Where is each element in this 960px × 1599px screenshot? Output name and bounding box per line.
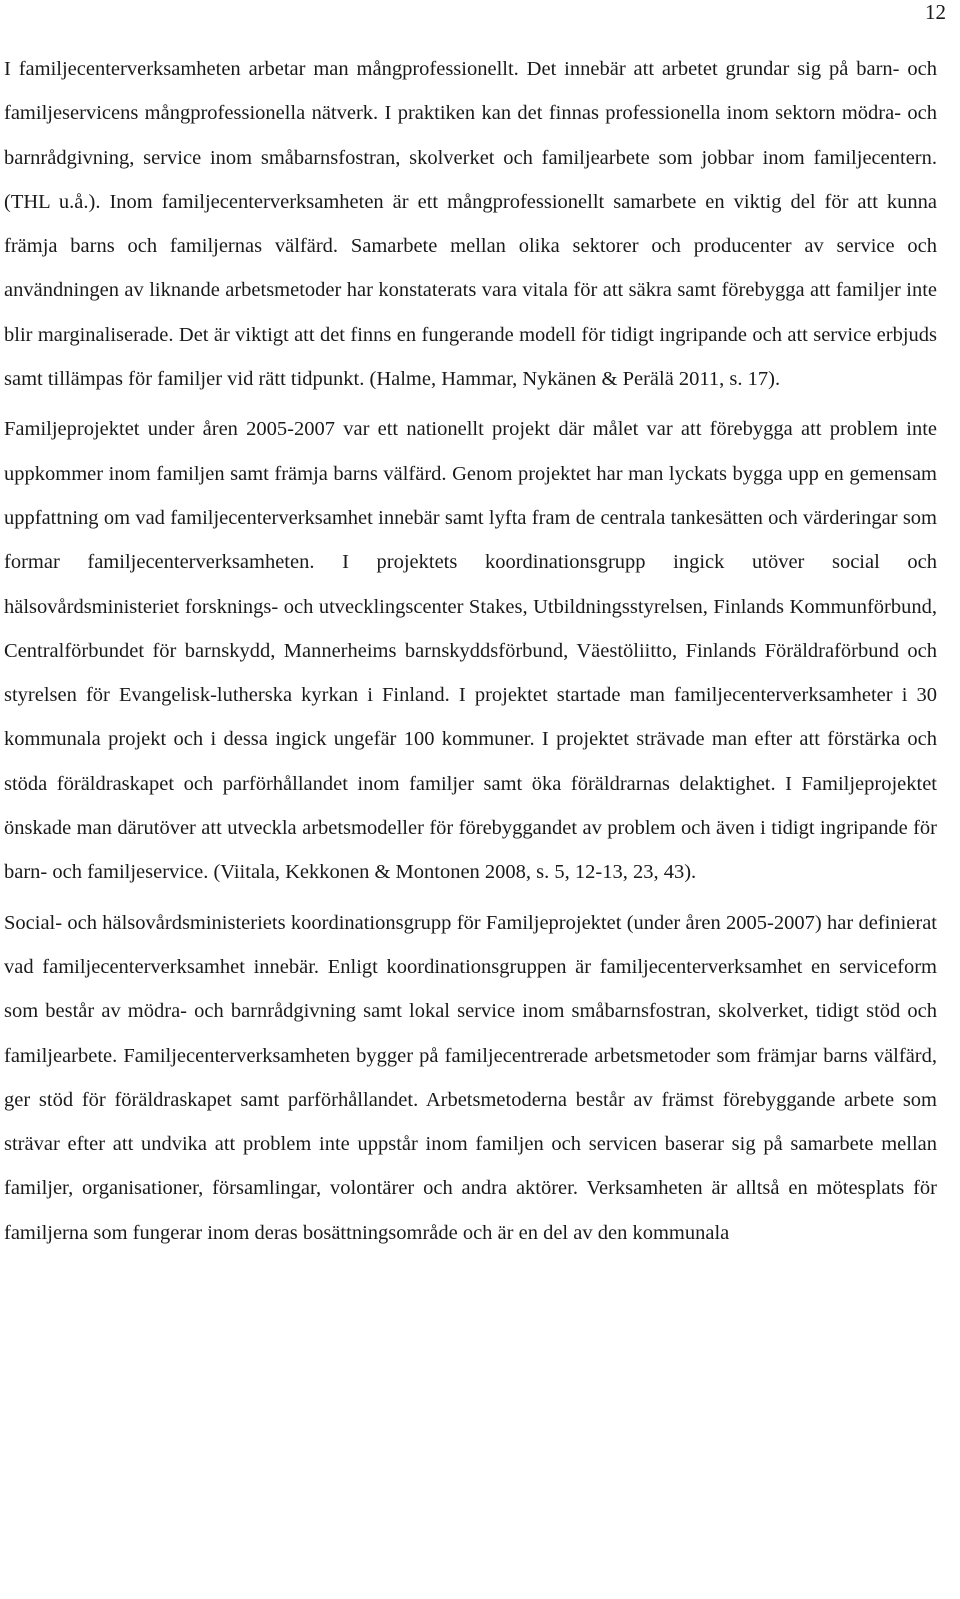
- paragraph-koordinationsgrupp: Social- och hälsovårdsministeriets koordinationsgrupp för Familjeprojektet (under åren 2005-2007) har definierat vad familjecenterverksamhet innebär. Enligt koordinationsgruppen är familjecenterverksamhet en serviceform som består av mödra- och barnrådgivning samt lokal service inom småbarnsfostran, skolverket, tidigt stöd och familjearbete. Familjecenterverksamheten bygger på familjecentrerade arbetsmetoder som främjar barns välfärd, ger stöd för föräldraskapet samt parförhållandet. Arbetsmetoderna består av främst förebyggande arbete som strävar efter att undvika att problem inte uppstår inom familjen och servicen baserar sig på samarbete mellan familjer, organisationer, församlingar, volontärer och andra aktörer. Verksamheten är alltså en mötesplats för familjerna som fungerar inom deras bosättningsområde och är en del av den kommunala: [4, 911, 937, 1244]
- document-body: [4, 47, 937, 1255]
- paragraph-familjecenter-mangprofessionellt: I familjecenterverksamheten arbetar man mångprofessionellt. Det innebär att arbetet grundar sig på barn- och familjeservicens mångprofessionella nätverk. I praktiken kan det finnas professionella inom sektorn mödra- och barnrådgivning, service inom småbarnsfostran, skolverket och familjearbete som jobbar inom familjecentern. (THL u.å.). Inom familjecenterverksamheten är ett mångprofessionellt samarbete en viktig del för att kunna främja barns och familjernas välfärd. Samarbete mellan olika sektorer och producenter av service och användningen av liknande arbetsmetoder har konstaterats vara vitala för att säkra samt förebygga att familjer inte blir marginaliserade. Det är viktigt att det finns en fungerande modell för tidigt ingripande och att service erbjuds samt tillämpas för familjer vid rätt tidpunkt. (Halme, Hammar, Nykänen & Perälä 2011, s. 17).: [4, 58, 937, 391]
- paragraph-familjeprojektet: Familjeprojektet under åren 2005-2007 var ett nationellt projekt där målet var att förebygga att problem inte uppkommer inom familjen samt främja barns välfärd. Genom projektet har man lyckats bygga upp en gemensam uppfattning om vad familjecenterverksamhet innebär samt lyfta fram de centrala tankesätten och värderingar som formar familjecenterverksamheten. I projektets koordinationsgrupp ingick utöver social och hälsovårdsministeriet forsknings- och utvecklingscenter Stakes, Utbildningsstyrelsen, Finlands Kommunförbund, Centralförbundet för barnskydd, Mannerheims barnskyddsförbund, Väestöliitto, Finlands Föräldraförbund och styrelsen för Evangelisk-lutherska kyrkan i Finland. I projektet startade man familjecenterverksamheter i 30 kommunala projekt och i dessa ingick ungefär 100 kommuner. I projektet strävade man efter att förstärka och stöda föräldraskapet och parförhållandet inom familjer samt öka föräldrarnas delaktighet. I Familjeprojektet önskade man därutöver att utveckla arbetsmodeller för förebyggandet av problem och även i tidigt ingripande för barn- och familjeservice. (Viitala, Kekkonen & Montonen 2008, s. 5, 12-13, 23, 43).: [4, 418, 937, 884]
- page-number: 12: [925, 0, 946, 24]
